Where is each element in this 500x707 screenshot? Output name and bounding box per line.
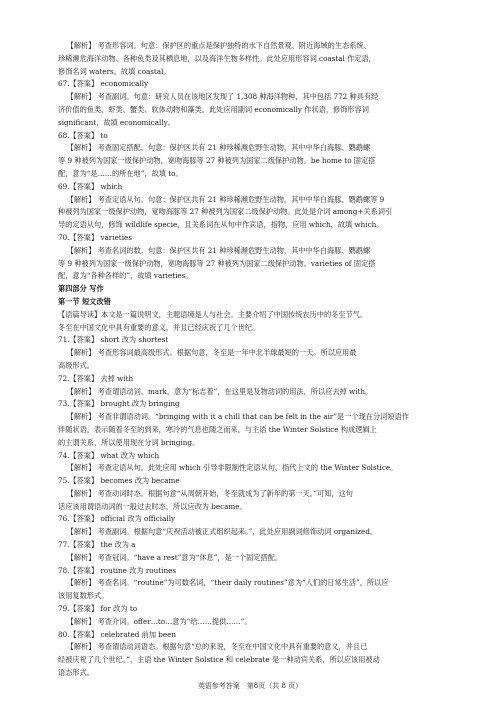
answer-line: 68.【答案】 to xyxy=(58,130,108,140)
answer-line: 67.【答案】 economically xyxy=(58,79,149,89)
text-line: 【解析】 考查定语从句。句意：保护区共有 21 种珍稀濒危野生动物，其中中华白海豚、鹦鹉螺等 9 xyxy=(66,194,385,204)
text-line: 【解析】 考查动词时态。根据句意“从周朝开始，冬至就成为了新年的第一天。”可知，这句 xyxy=(66,488,353,498)
text-line: 【解析】 考查形容词最高级形式。根据句意，冬至是一年中北半球最短的一天。所以应用最 xyxy=(66,348,357,358)
answer-line: 69.【答案】 which xyxy=(58,181,123,191)
text-line: 【解析】 考查谓语动词。mark，意为“标志着”，在这里是及物动词的用法，所以应去掉 with。 xyxy=(66,386,373,396)
answer-line: 73.【答案】 brought 改为 bringing xyxy=(58,399,180,409)
text-line: 冬至在中国文化中具有重要的意义，并且已经庆祝了几个世纪。 xyxy=(58,322,260,332)
section-heading: 第四部分 写作 xyxy=(58,284,104,294)
answer-line: 76.【答案】 official 改为 officially xyxy=(58,514,176,524)
text-line: 【解析】 考查非谓语动词。“bringing with it a chill that can be felt in the air”是一个现在分词短语作 xyxy=(66,412,409,422)
text-line: 话应该用谓语动词的一般过去时态，所以应改为 became。 xyxy=(58,501,247,511)
text-line: 配，意为“各种各样的”，故填 varieties。 xyxy=(58,271,193,281)
text-line: 修饰名词 waters。故填 coastal。 xyxy=(58,66,171,76)
page-footer: 英语参考答案 第8页（共 8 页） xyxy=(197,682,303,690)
answer-line: 72.【答案】 去掉 with xyxy=(58,373,134,383)
text-line: 【解析】 考查副词。句意：研究人员在该地区发现了 1,308 种海洋物种，其中包括 772 种具有经 xyxy=(66,92,379,102)
text-line: significant，故填 economically。 xyxy=(58,117,175,127)
text-line: 导的定语从句，修饰 wildlife specie，且关系词在从句中作宾语，指物，应用 which，故填 which。 xyxy=(58,220,384,230)
text-line: 语态形式。 xyxy=(58,668,94,678)
text-line: 【解析】 考查形容词。句意：保护区的重点是保护独特的水下自然景观、附近海域的生态系统、 xyxy=(66,41,371,50)
answer-line: 75.【答案】 becomes 改为 became xyxy=(58,476,180,486)
text-line: 等 9 种被列为国家一级保护动物，宽吻海豚等 27 种被列为国家二级保护动物。be home to 固定搭 xyxy=(58,156,376,166)
text-line: 【解析】 考查名词。“routine”为可数名词，“their daily routines”意为“人们的日常生活”，所以应 xyxy=(66,578,389,588)
text-line: 济价值的鱼类、虾类、蟹类、软体动物和藻类。此处应用副词 economically 作状语，修饰形容词 xyxy=(58,104,369,114)
text-line: 经被庆祝了几个世纪。”，主语 the Winter Solstice 和 celebrate 是一种动宾关系，所以应该用被动 xyxy=(58,655,380,665)
text-line: 【解析】 考查冠词。“have a rest”意为“休息”，是一个固定搭配。 xyxy=(66,552,283,562)
page-content xyxy=(58,40,468,680)
text-line: 【解析】 考查谓语动词语态。根据句意“总的来说，冬至在中国文化中具有重要的意义，并且已 xyxy=(66,642,368,652)
answer-line: 78.【答案】 routine 改为 routines xyxy=(58,565,177,575)
text-line: 【解析】 考查固定搭配。句意：保护区共有 21 种珍稀濒危野生动物，其中中华白海豚、鹦鹉螺 xyxy=(66,143,371,153)
text-line: 【语篇导读】本文是一篇说明文，主题语境是人与社会。主要介绍了中国传统农历中的冬至节气。 xyxy=(58,309,368,319)
answer-line: 70.【答案】 varieties xyxy=(58,232,132,242)
text-line: 【解析】 考查定语从句。此处应用 which 引导非限制性定语从句，指代上文的 the Winter Solstice。 xyxy=(66,463,398,473)
answer-line: 71.【答案】 short 改为 shortest xyxy=(58,335,169,345)
text-line: 伴随状语，表示随着冬至的到来，寒冷的气息也随之而来，与主语 the Winter Solstice 构成逻辑上 xyxy=(58,424,377,434)
text-line: 高级形式。 xyxy=(58,360,94,370)
text-line: 的主谓关系，所以使用现在分词 bringing。 xyxy=(58,437,200,447)
answer-line: 77.【答案】 the 改为 a xyxy=(58,540,136,550)
text-line: 该用复数形式。 xyxy=(58,591,109,601)
text-line: 等 9 种被列为国家一级保护动物，宽吻海豚等 27 种被列为国家二级保护动物。varieties of 固定搭 xyxy=(58,258,376,268)
answer-line: 74.【答案】 what 改为 which xyxy=(58,450,160,460)
text-line: 种被列为国家一级保护动物，宽吻海豚等 27 种被列为国家二级保护动物。此处是介词 among+关系词引 xyxy=(58,207,393,217)
text-line: 【解析】 考查副词。根据句意“庆祝活动被正式组织起来。”，此处应用副词修饰动词 organized。 xyxy=(66,527,378,537)
answer-line: 79.【答案】 for 改为 to xyxy=(58,604,138,614)
subsection-heading: 第一节 短文改错 xyxy=(58,296,111,306)
answer-line: 80.【答案】 celebrated 前加 been xyxy=(58,629,177,639)
text-line: 【解析】 考查名词的数。句意：保护区共有 21 种珍稀濒危野生动物，其中中华白海豚、鹦鹉螺 xyxy=(66,245,371,255)
text-line: 【解析】 考查介词。offer…to…意为“给……提供……”。 xyxy=(66,616,252,626)
text-line: 珍稀濒危海洋动物、各种鱼类及其栖息地，以及海洋生物多样性。此处应用形容词 coastal 作定语， xyxy=(58,53,376,63)
text-line: 配，意为“是……的所在地”，故填 to。 xyxy=(58,168,183,178)
